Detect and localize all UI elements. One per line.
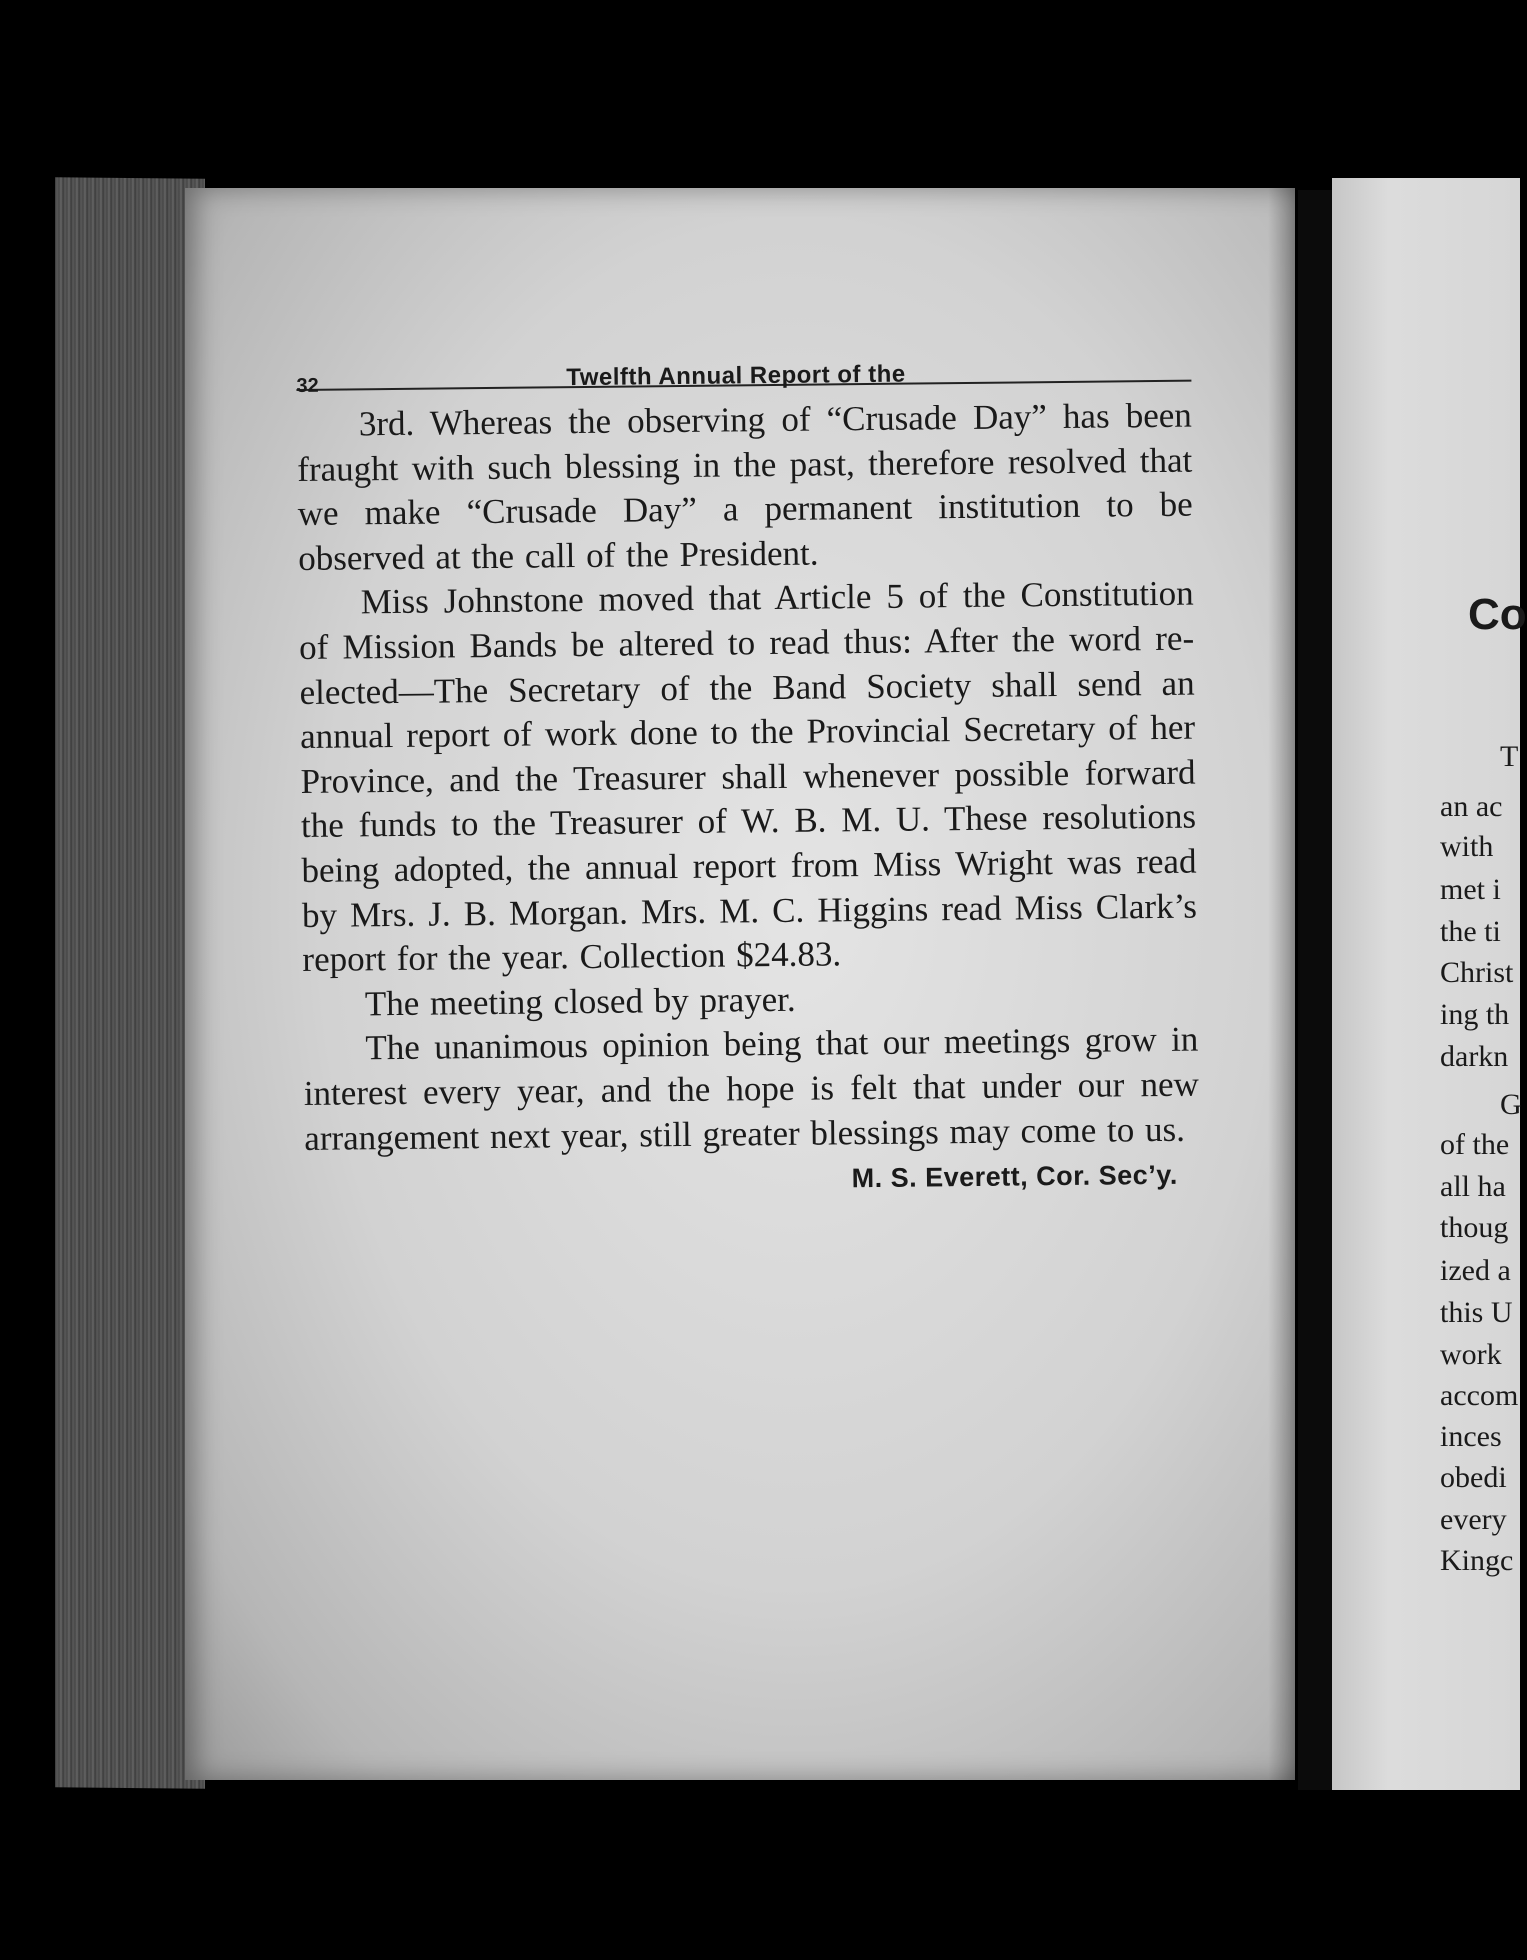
signature: M. S. Everett, Cor. Sec’y. [851,1159,1178,1194]
right-page-heading-fragment: Co [1468,590,1527,639]
right-page-line-fragment: darkn [1440,1040,1509,1073]
paragraph-closing-prayer: The meeting closed by prayer. [364,979,796,1024]
page-body [297,394,1200,1161]
page-number: 32 [296,374,319,397]
running-head-title: Twelfth Annual Report of the [566,360,906,392]
right-page-line-fragment: an ac [1440,790,1503,823]
right-page-line-fragment: ing th [1440,998,1510,1031]
right-page-line-fragment: the ti [1440,915,1501,948]
right-page-line-fragment: Kingc [1440,1544,1514,1577]
right-page-line-fragment: inces [1440,1420,1502,1453]
right-page-line-fragment: thoug [1440,1211,1509,1244]
right-page-line-fragment: ized a [1440,1254,1511,1287]
right-page-line-fragment: every [1440,1503,1507,1536]
book-gutter [1298,190,1332,1790]
paragraph-resolution: 3rd. Whereas the observing of “Crusade Day” has been fraught with such blessing in the past, therefore resolved that we make “Crusade Day” a permanent institution to be observed at the call of the President. [297,395,1193,578]
right-page-line-fragment: Christ [1440,956,1514,989]
right-page-line-fragment: G [1500,1088,1522,1121]
running-header [296,336,1191,397]
book-page-edges [55,177,205,1789]
right-page-line-fragment: met i [1440,873,1501,906]
right-page-line-fragment: work [1440,1338,1502,1371]
paragraph-motion: Miss Johnstone moved that Article 5 of the Constitution of Mission Bands be altered to read thus: After the word re-elected—The Secretary of the Band Society shall send an annual report of work done to the Provincial Secretary of her Province, and the Treasurer shall whenever possible forward the funds to the Treasurer of W. B. M. U. These resolutions being adopted, the annual report from Miss Wright was read by Mrs. J. B. Morgan. Mrs. M. C. Higgins read Miss Clark’s report for the year. Collection $24.83. [298,573,1198,980]
right-page-line-fragment: all ha [1440,1170,1506,1203]
right-page-line-fragment: of the [1440,1128,1510,1161]
right-page-line-fragment: T [1500,740,1519,773]
right-page-line-fragment: obedi [1440,1461,1507,1494]
left-page-content [296,336,1200,1200]
paragraph-conclusion: The unanimous opinion being that our meetings grow in interest every year, and the hope is felt that under our new arrangement next year, still greater blessings may come to us. [303,1019,1199,1158]
gutter-shadow [1268,188,1300,1780]
right-page-line-fragment: accom [1440,1379,1519,1412]
right-page-line-fragment: with [1440,830,1494,863]
right-page-line-fragment: this U [1440,1296,1513,1329]
